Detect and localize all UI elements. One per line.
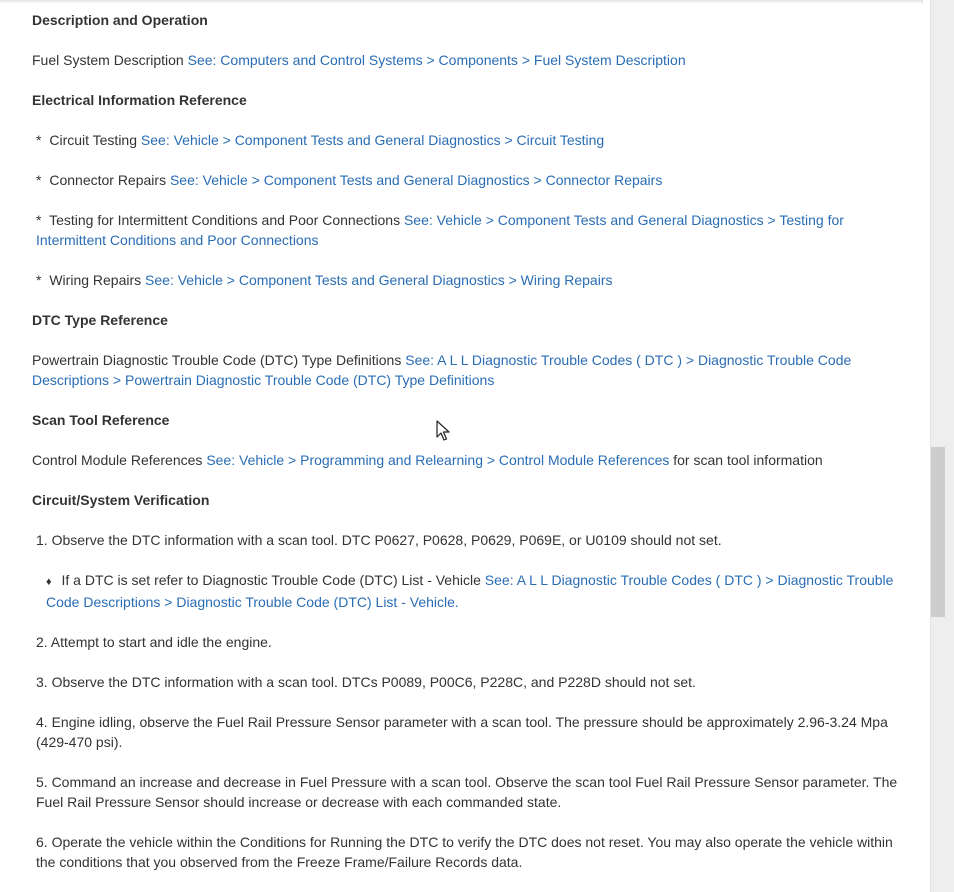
circuit-testing-link[interactable]: See: Vehicle > Component Tests and General Diagnostics > Circuit Testing <box>140 132 605 148</box>
dtc-set-sub-item <box>32 570 902 612</box>
wiring-repairs-label: Wiring Repairs <box>49 272 142 288</box>
dtc-type-definitions-line <box>32 350 902 390</box>
fuel-system-description-line <box>32 50 902 70</box>
asterisk-bullet-icon: * <box>36 132 42 148</box>
header-shadow <box>0 0 923 4</box>
heading-scan-tool-reference: Scan Tool Reference <box>32 412 170 428</box>
verification-step-3: 3. Observe the DTC information with a scan tool. DTCs P0089, P00C6, P228C, and P228D should not set. <box>36 674 696 690</box>
intermittent-conditions-item <box>32 210 902 250</box>
dtc-set-sub-label: If a DTC is set refer to Diagnostic Trouble Code (DTC) List - Vehicle <box>61 572 481 588</box>
asterisk-bullet-icon: * <box>36 212 42 228</box>
control-module-references-label: Control Module References <box>32 452 203 468</box>
scan-tool-info-suffix: for scan tool information <box>673 452 823 468</box>
asterisk-bullet-icon: * <box>36 272 42 288</box>
verification-step-1: 1. Observe the DTC information with a scan tool. DTC P0627, P0628, P0629, P069E, or U0109 should not set. <box>36 532 722 548</box>
dtc-list-vehicle-link[interactable]: See: A L L Diagnostic Trouble Codes ( DTC ) > Diagnostic Trouble Code Descriptions > Diagnostic Trouble Code (DTC) List - Vehicle. <box>46 572 894 610</box>
intermittent-conditions-label: Testing for Intermittent Conditions and Poor Connections <box>49 212 401 228</box>
verification-step-2: 2. Attempt to start and idle the engine. <box>36 634 272 650</box>
scrollbar-thumb[interactable] <box>931 447 945 617</box>
circuit-testing-item <box>32 130 902 150</box>
verification-step-6: 6. Operate the vehicle within the Conditions for Running the DTC to verify the DTC does not reset. You may also operate the vehicle within the conditions that you observed from the Freeze Frame/Failure Records data. <box>36 834 893 870</box>
mouse-pointer-icon <box>436 420 452 442</box>
content-area <box>32 10 902 892</box>
verification-step-5: 5. Command an increase and decrease in Fuel Pressure with a scan tool. Observe the scan tool Fuel Rail Pressure Sensor parameter. The Fuel Rail Pressure Sensor should increase or decrease with each commanded state. <box>36 774 898 810</box>
connector-repairs-label: Connector Repairs <box>49 172 167 188</box>
heading-description-operation: Description and Operation <box>32 12 208 28</box>
diamond-bullet-icon: ♦ <box>46 576 52 588</box>
fuel-system-description-label: Fuel System Description <box>32 52 184 68</box>
wiring-repairs-link[interactable]: See: Vehicle > Component Tests and General Diagnostics > Wiring Repairs <box>145 272 613 288</box>
dtc-type-definitions-label: Powertrain Diagnostic Trouble Code (DTC) Type Definitions <box>32 352 402 368</box>
fuel-system-description-link[interactable]: See: Computers and Control Systems > Components > Fuel System Description <box>187 52 686 68</box>
heading-dtc-type-reference: DTC Type Reference <box>32 312 168 328</box>
verification-step-4: 4. Engine idling, observe the Fuel Rail Pressure Sensor parameter with a scan tool. The pressure should be approximately 2.96-3.24 Mpa (429-470 psi). <box>36 714 888 750</box>
connector-repairs-link[interactable]: See: Vehicle > Component Tests and General Diagnostics > Connector Repairs <box>169 172 663 188</box>
heading-circuit-system-verification: Circuit/System Verification <box>32 492 210 508</box>
connector-repairs-item <box>32 170 902 190</box>
intermittent-conditions-link[interactable]: See: Vehicle > Component Tests and General Diagnostics > Testing for Intermittent Conditions and Poor Connections <box>36 212 844 248</box>
control-module-references-link[interactable]: See: Vehicle > Programming and Relearning > Control Module References <box>206 452 670 468</box>
circuit-testing-label: Circuit Testing <box>49 132 138 148</box>
dtc-type-definitions-link[interactable]: See: A L L Diagnostic Trouble Codes ( DTC ) > Diagnostic Trouble Code Descriptions > Powertrain Diagnostic Trouble Code (DTC) Type Definitions <box>32 352 852 388</box>
asterisk-bullet-icon: * <box>36 172 42 188</box>
heading-electrical-information: Electrical Information Reference <box>32 92 247 108</box>
control-module-references-line <box>32 450 902 470</box>
wiring-repairs-item <box>32 270 902 290</box>
vertical-scrollbar[interactable] <box>930 0 954 892</box>
